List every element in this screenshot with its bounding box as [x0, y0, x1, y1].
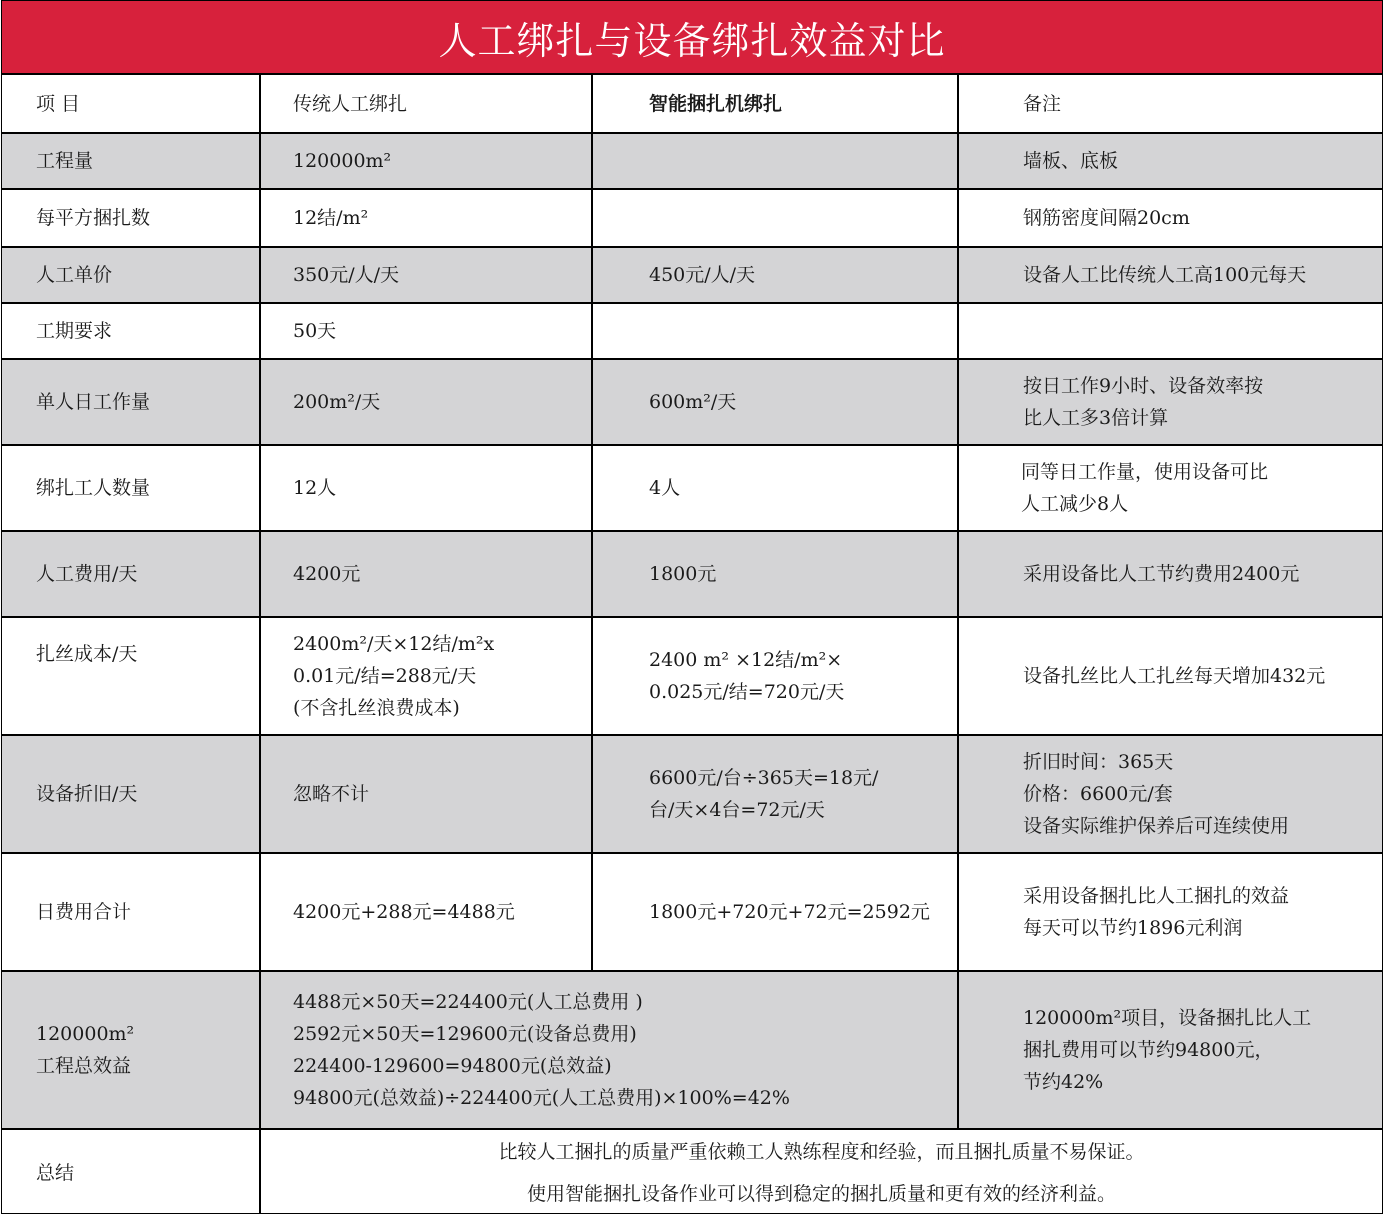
note-line: 节约42%	[1023, 1071, 1104, 1093]
header-manual: 传统人工绑扎	[260, 75, 592, 133]
comparison-table	[2, 75, 1382, 1214]
table-row	[2, 303, 1382, 359]
table-row	[2, 531, 1382, 617]
row-item: 绑扎工人数量	[2, 445, 260, 531]
row-manual: 200m²/天	[260, 359, 592, 445]
row-note	[958, 735, 1382, 853]
summary-label: 总结	[2, 1129, 260, 1214]
row-machine: 4人	[592, 445, 958, 531]
table-row	[2, 247, 1382, 303]
summary-line: 使用智能捆扎设备作业可以得到稳定的捆扎质量和更有效的经济利益。	[526, 1182, 1116, 1205]
row-note	[958, 853, 1382, 971]
row-item: 每平方捆扎数	[2, 189, 260, 247]
total-item-line: 工程总效益	[36, 1055, 132, 1077]
row-machine	[592, 735, 958, 853]
summary-row	[2, 1129, 1382, 1214]
row-item: 单人日工作量	[2, 359, 260, 445]
table-row	[2, 189, 1382, 247]
machine-line: 0.025元/结=720元/天	[649, 681, 845, 703]
total-note	[958, 971, 1382, 1129]
row-item: 人工单价	[2, 247, 260, 303]
row-manual: 120000m²	[260, 133, 592, 189]
row-machine: 1800元+720元+72元=2592元	[592, 853, 958, 971]
note-line: 价格：6600元/套	[1023, 783, 1173, 805]
total-row	[2, 971, 1382, 1129]
row-machine	[592, 303, 958, 359]
note-line: 比人工多3倍计算	[1023, 407, 1169, 429]
row-machine	[592, 617, 958, 735]
row-note: 墙板、底板	[958, 133, 1382, 189]
row-item: 工程量	[2, 133, 260, 189]
comparison-sheet	[1, 0, 1383, 1214]
note-line: 按日工作9小时、设备效率按	[1023, 375, 1264, 397]
total-item	[2, 971, 260, 1129]
row-manual: 4200元	[260, 531, 592, 617]
calc-line: 224400-129600=94800元(总效益)	[293, 1055, 612, 1077]
row-machine	[592, 189, 958, 247]
row-note: 设备扎丝比人工扎丝每天增加432元	[958, 617, 1382, 735]
row-machine: 450元/人/天	[592, 247, 958, 303]
row-note	[958, 303, 1382, 359]
note-line: 捆扎费用可以节约94800元，	[1023, 1039, 1274, 1061]
row-note: 钢筋密度间隔20cm	[958, 189, 1382, 247]
calc-line: 94800元(总效益)÷224400元(人工总费用)×100%=42%	[293, 1087, 790, 1109]
row-manual: 12结/m²	[260, 189, 592, 247]
row-machine	[592, 133, 958, 189]
row-manual: 350元/人/天	[260, 247, 592, 303]
row-note: 采用设备比人工节约费用2400元	[958, 531, 1382, 617]
row-manual: 50天	[260, 303, 592, 359]
total-calculation	[260, 971, 958, 1129]
note-line: 每天可以节约1896元利润	[1023, 917, 1243, 939]
row-item: 扎丝成本/天	[2, 617, 260, 735]
manual-line: 0.01元/结=288元/天	[293, 665, 477, 687]
row-manual: 4200元+288元=4488元	[260, 853, 592, 971]
table-row	[2, 735, 1382, 853]
header-row	[2, 75, 1382, 133]
header-note: 备注	[958, 75, 1382, 133]
row-item: 日费用合计	[2, 853, 260, 971]
note-line: 120000m²项目，设备捆扎比人工	[1023, 1007, 1312, 1029]
table-row	[2, 617, 1382, 735]
note-line: 人工减少8人	[1021, 493, 1129, 515]
row-note	[958, 359, 1382, 445]
calc-line: 4488元×50天=224400元(人工总费用 )	[293, 991, 643, 1013]
note-line: 采用设备捆扎比人工捆扎的效益	[1023, 885, 1290, 907]
machine-line: 台/天×4台=72元/天	[649, 799, 825, 821]
row-manual: 12人	[260, 445, 592, 531]
row-note	[958, 445, 1382, 531]
summary-text	[260, 1129, 1382, 1214]
page-title: 人工绑扎与设备绑扎效益对比	[2, 1, 1382, 75]
table-row	[2, 853, 1382, 971]
row-note: 设备人工比传统人工高100元每天	[958, 247, 1382, 303]
row-machine: 1800元	[592, 531, 958, 617]
header-machine: 智能捆扎机绑扎	[592, 75, 958, 133]
row-item: 工期要求	[2, 303, 260, 359]
row-item: 设备折旧/天	[2, 735, 260, 853]
table-row	[2, 445, 1382, 531]
row-manual: 忽略不计	[260, 735, 592, 853]
note-line: 设备实际维护保养后可连续使用	[1023, 815, 1290, 837]
summary-line: 比较人工捆扎的质量严重依赖工人熟练程度和经验，而且捆扎质量不易保证。	[498, 1140, 1145, 1163]
manual-line: 2400m²/天×12结/m²x	[293, 633, 495, 655]
machine-line: 6600元/台÷365天=18元/	[649, 767, 879, 789]
row-item: 人工费用/天	[2, 531, 260, 617]
machine-line: 2400 m² ×12结/m²×	[649, 649, 843, 671]
note-line: 折旧时间：365天	[1023, 751, 1174, 773]
note-line: 同等日工作量，使用设备可比	[1021, 461, 1269, 483]
calc-line: 2592元×50天=129600元(设备总费用)	[293, 1023, 637, 1045]
table-row	[2, 133, 1382, 189]
row-machine: 600m²/天	[592, 359, 958, 445]
manual-line: (不含扎丝浪费成本)	[293, 697, 460, 719]
header-item: 项 目	[2, 75, 260, 133]
row-manual	[260, 617, 592, 735]
total-item-line: 120000m²	[36, 1023, 135, 1045]
table-row	[2, 359, 1382, 445]
